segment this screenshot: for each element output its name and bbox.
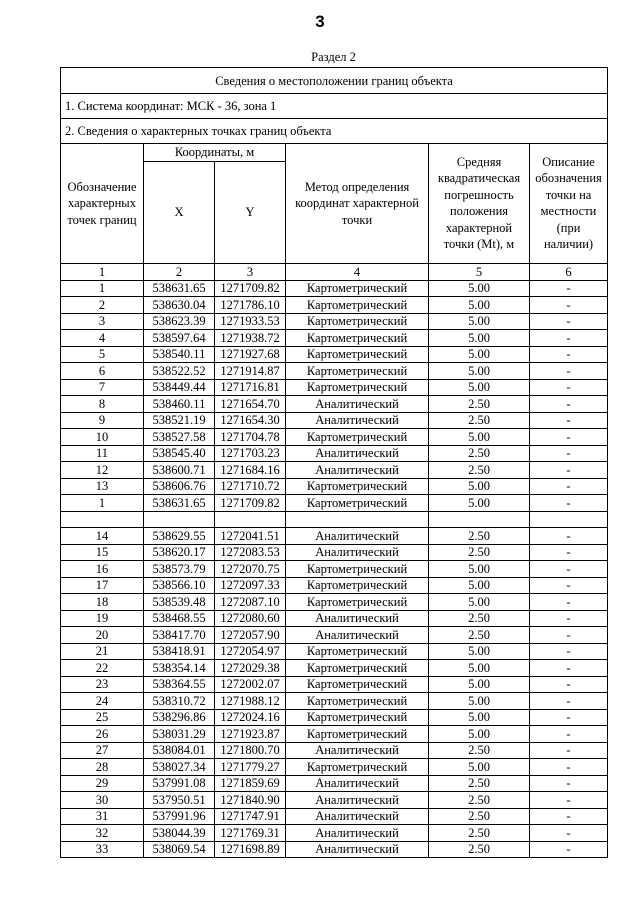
- description-cell: -: [530, 775, 608, 792]
- description-cell: -: [530, 429, 608, 446]
- point-id-cell: 1: [61, 495, 144, 512]
- description-cell: -: [530, 561, 608, 578]
- point-id-cell: 18: [61, 594, 144, 611]
- x-coordinate-cell: 538540.11: [144, 346, 215, 363]
- description-cell: -: [530, 346, 608, 363]
- error-cell: 5.00: [429, 297, 530, 314]
- table-row: [61, 313, 608, 330]
- description-cell: -: [530, 412, 608, 429]
- error-cell: 5.00: [429, 330, 530, 347]
- y-coordinate-cell: 1271654.30: [215, 412, 286, 429]
- header-row-top: [61, 144, 608, 162]
- x-coordinate-cell: 538630.04: [144, 297, 215, 314]
- y-coordinate-cell: 1271716.81: [215, 379, 286, 396]
- description-cell: -: [530, 693, 608, 710]
- error-cell: 5.00: [429, 660, 530, 677]
- table-row: [61, 775, 608, 792]
- description-cell: -: [530, 544, 608, 561]
- point-id-cell: 14: [61, 528, 144, 545]
- table-row: [61, 808, 608, 825]
- x-coordinate-cell: 538573.79: [144, 561, 215, 578]
- empty-cell: [530, 511, 608, 528]
- description-cell: -: [530, 280, 608, 297]
- error-cell: 2.50: [429, 841, 530, 858]
- y-coordinate-cell: 1271938.72: [215, 330, 286, 347]
- table-row: [61, 709, 608, 726]
- method-cell: Аналитический: [286, 528, 429, 545]
- method-cell: Аналитический: [286, 396, 429, 413]
- coordinate-system: 1. Система координат: МСК - 36, зона 1: [61, 94, 608, 119]
- table-row: [61, 825, 608, 842]
- description-cell: -: [530, 726, 608, 743]
- x-coordinate-cell: 538310.72: [144, 693, 215, 710]
- point-id-cell: 17: [61, 577, 144, 594]
- method-cell: Картометрический: [286, 759, 429, 776]
- method-cell: Картометрический: [286, 429, 429, 446]
- method-cell: Аналитический: [286, 792, 429, 809]
- point-id-cell: 9: [61, 412, 144, 429]
- description-cell: -: [530, 577, 608, 594]
- x-coordinate-cell: 538296.86: [144, 709, 215, 726]
- point-id-cell: 13: [61, 478, 144, 495]
- method-cell: Аналитический: [286, 742, 429, 759]
- x-coordinate-cell: 538031.29: [144, 726, 215, 743]
- error-cell: 5.00: [429, 313, 530, 330]
- error-cell: 5.00: [429, 594, 530, 611]
- y-coordinate-cell: 1271710.72: [215, 478, 286, 495]
- method-cell: Картометрический: [286, 693, 429, 710]
- error-cell: 5.00: [429, 693, 530, 710]
- x-coordinate-cell: 537950.51: [144, 792, 215, 809]
- x-coordinate-cell: 538449.44: [144, 379, 215, 396]
- x-coordinate-cell: 538631.65: [144, 495, 215, 512]
- table-row: [61, 495, 608, 512]
- description-cell: -: [530, 643, 608, 660]
- error-cell: 2.50: [429, 808, 530, 825]
- y-coordinate-cell: 1271914.87: [215, 363, 286, 380]
- x-coordinate-cell: 538623.39: [144, 313, 215, 330]
- empty-cell: [215, 511, 286, 528]
- error-cell: 5.00: [429, 726, 530, 743]
- header-point: Обозначение характерных точек границ: [61, 144, 144, 264]
- method-cell: Аналитический: [286, 412, 429, 429]
- description-cell: -: [530, 676, 608, 693]
- description-cell: -: [530, 445, 608, 462]
- error-cell: 5.00: [429, 643, 530, 660]
- error-cell: 2.50: [429, 792, 530, 809]
- column-number: 5: [429, 263, 530, 280]
- table-row: [61, 280, 608, 297]
- point-id-cell: 25: [61, 709, 144, 726]
- x-coordinate-cell: 538084.01: [144, 742, 215, 759]
- point-id-cell: 30: [61, 792, 144, 809]
- description-cell: -: [530, 313, 608, 330]
- error-cell: 2.50: [429, 610, 530, 627]
- boundary-points-table: [60, 67, 608, 858]
- table-row: [61, 396, 608, 413]
- point-id-cell: 21: [61, 643, 144, 660]
- table-row: [61, 544, 608, 561]
- column-number: 3: [215, 263, 286, 280]
- method-cell: Картометрический: [286, 297, 429, 314]
- y-coordinate-cell: 1272054.97: [215, 643, 286, 660]
- y-coordinate-cell: 1272002.07: [215, 676, 286, 693]
- y-coordinate-cell: 1271654.70: [215, 396, 286, 413]
- method-cell: Картометрический: [286, 561, 429, 578]
- header-description: Описание обозначения точки на местности (при наличии): [530, 144, 608, 264]
- table-row: [61, 363, 608, 380]
- error-cell: 2.50: [429, 627, 530, 644]
- page-number: 3: [315, 12, 325, 31]
- description-cell: -: [530, 297, 608, 314]
- error-cell: 5.00: [429, 561, 530, 578]
- point-id-cell: 16: [61, 561, 144, 578]
- point-id-cell: 32: [61, 825, 144, 842]
- y-coordinate-cell: 1272087.10: [215, 594, 286, 611]
- empty-cell: [429, 511, 530, 528]
- error-cell: 2.50: [429, 742, 530, 759]
- point-id-cell: 28: [61, 759, 144, 776]
- description-cell: -: [530, 594, 608, 611]
- point-id-cell: 29: [61, 775, 144, 792]
- error-cell: 2.50: [429, 775, 530, 792]
- description-cell: -: [530, 363, 608, 380]
- description-cell: -: [530, 825, 608, 842]
- y-coordinate-cell: 1271709.82: [215, 495, 286, 512]
- description-cell: -: [530, 709, 608, 726]
- table-row: [61, 429, 608, 446]
- table-row: [61, 610, 608, 627]
- table-row: [61, 759, 608, 776]
- y-coordinate-cell: 1271704.78: [215, 429, 286, 446]
- method-cell: Аналитический: [286, 544, 429, 561]
- method-cell: Картометрический: [286, 478, 429, 495]
- y-coordinate-cell: 1271769.31: [215, 825, 286, 842]
- column-number: 4: [286, 263, 429, 280]
- description-cell: -: [530, 495, 608, 512]
- point-id-cell: 19: [61, 610, 144, 627]
- section-title: Раздел 2: [311, 50, 356, 64]
- description-cell: -: [530, 841, 608, 858]
- method-cell: Картометрический: [286, 709, 429, 726]
- table-row: [61, 742, 608, 759]
- table-row: [61, 676, 608, 693]
- x-coordinate-cell: 538521.19: [144, 412, 215, 429]
- y-coordinate-cell: 1271859.69: [215, 775, 286, 792]
- error-cell: 2.50: [429, 825, 530, 842]
- x-coordinate-cell: 538069.54: [144, 841, 215, 858]
- method-cell: Аналитический: [286, 825, 429, 842]
- y-coordinate-cell: 1272070.75: [215, 561, 286, 578]
- method-cell: Картометрический: [286, 346, 429, 363]
- y-coordinate-cell: 1271698.89: [215, 841, 286, 858]
- point-id-cell: 22: [61, 660, 144, 677]
- table-row: [61, 346, 608, 363]
- table-row: [61, 841, 608, 858]
- error-cell: 5.00: [429, 759, 530, 776]
- method-cell: Аналитический: [286, 775, 429, 792]
- point-id-cell: 10: [61, 429, 144, 446]
- point-id-cell: 33: [61, 841, 144, 858]
- y-coordinate-cell: 1271684.16: [215, 462, 286, 479]
- table-row: [61, 528, 608, 545]
- description-cell: -: [530, 379, 608, 396]
- y-coordinate-cell: 1271747.91: [215, 808, 286, 825]
- y-coordinate-cell: 1271927.68: [215, 346, 286, 363]
- method-cell: Картометрический: [286, 280, 429, 297]
- y-coordinate-cell: 1272080.60: [215, 610, 286, 627]
- error-cell: 2.50: [429, 445, 530, 462]
- header-y: Y: [215, 161, 286, 263]
- method-cell: Картометрический: [286, 363, 429, 380]
- table-row: [61, 660, 608, 677]
- x-coordinate-cell: 538620.17: [144, 544, 215, 561]
- point-id-cell: 31: [61, 808, 144, 825]
- description-cell: -: [530, 627, 608, 644]
- x-coordinate-cell: 538566.10: [144, 577, 215, 594]
- x-coordinate-cell: 538468.55: [144, 610, 215, 627]
- table-title-row: [61, 68, 608, 94]
- x-coordinate-cell: 538597.64: [144, 330, 215, 347]
- error-cell: 5.00: [429, 478, 530, 495]
- description-cell: -: [530, 742, 608, 759]
- y-coordinate-cell: 1272029.38: [215, 660, 286, 677]
- points-caption-row: [61, 119, 608, 144]
- method-cell: Картометрический: [286, 577, 429, 594]
- column-numbers-row: [61, 263, 608, 280]
- error-cell: 5.00: [429, 709, 530, 726]
- description-cell: -: [530, 660, 608, 677]
- method-cell: Аналитический: [286, 445, 429, 462]
- table-row: [61, 330, 608, 347]
- point-id-cell: 2: [61, 297, 144, 314]
- description-cell: -: [530, 808, 608, 825]
- point-id-cell: 5: [61, 346, 144, 363]
- error-cell: 5.00: [429, 577, 530, 594]
- method-cell: Картометрический: [286, 330, 429, 347]
- point-id-cell: 15: [61, 544, 144, 561]
- header-x: X: [144, 161, 215, 263]
- empty-cell: [144, 511, 215, 528]
- error-cell: 5.00: [429, 495, 530, 512]
- point-id-cell: 27: [61, 742, 144, 759]
- y-coordinate-cell: 1271933.53: [215, 313, 286, 330]
- x-coordinate-cell: 538027.34: [144, 759, 215, 776]
- y-coordinate-cell: 1271923.87: [215, 726, 286, 743]
- x-coordinate-cell: 538522.52: [144, 363, 215, 380]
- point-id-cell: 11: [61, 445, 144, 462]
- table-row: [61, 445, 608, 462]
- point-id-cell: 6: [61, 363, 144, 380]
- empty-cell: [286, 511, 429, 528]
- table-row: [61, 643, 608, 660]
- y-coordinate-cell: 1271800.70: [215, 742, 286, 759]
- method-cell: Аналитический: [286, 841, 429, 858]
- method-cell: Картометрический: [286, 660, 429, 677]
- y-coordinate-cell: 1272083.53: [215, 544, 286, 561]
- x-coordinate-cell: 538044.39: [144, 825, 215, 842]
- error-cell: 2.50: [429, 396, 530, 413]
- x-coordinate-cell: 538600.71: [144, 462, 215, 479]
- description-cell: -: [530, 478, 608, 495]
- y-coordinate-cell: 1272057.90: [215, 627, 286, 644]
- description-cell: -: [530, 330, 608, 347]
- coordinate-system-row: [61, 94, 608, 119]
- x-coordinate-cell: 538418.91: [144, 643, 215, 660]
- description-cell: -: [530, 759, 608, 776]
- point-id-cell: 7: [61, 379, 144, 396]
- method-cell: Картометрический: [286, 594, 429, 611]
- error-cell: 2.50: [429, 528, 530, 545]
- description-cell: -: [530, 610, 608, 627]
- y-coordinate-cell: 1271709.82: [215, 280, 286, 297]
- y-coordinate-cell: 1271988.12: [215, 693, 286, 710]
- point-id-cell: 12: [61, 462, 144, 479]
- x-coordinate-cell: 538460.11: [144, 396, 215, 413]
- error-cell: 2.50: [429, 412, 530, 429]
- table-row: [61, 726, 608, 743]
- method-cell: Картометрический: [286, 726, 429, 743]
- error-cell: 2.50: [429, 544, 530, 561]
- method-cell: Аналитический: [286, 610, 429, 627]
- table-row: [61, 297, 608, 314]
- header-coordinates: Координаты, м: [144, 144, 286, 162]
- x-coordinate-cell: 538527.58: [144, 429, 215, 446]
- x-coordinate-cell: 537991.96: [144, 808, 215, 825]
- method-cell: Аналитический: [286, 462, 429, 479]
- table-row: [61, 594, 608, 611]
- y-coordinate-cell: 1271786.10: [215, 297, 286, 314]
- point-id-cell: 3: [61, 313, 144, 330]
- method-cell: Картометрический: [286, 495, 429, 512]
- error-cell: 5.00: [429, 346, 530, 363]
- x-coordinate-cell: 538545.40: [144, 445, 215, 462]
- error-cell: 5.00: [429, 363, 530, 380]
- description-cell: -: [530, 396, 608, 413]
- table-row: [61, 693, 608, 710]
- table-row: [61, 627, 608, 644]
- x-coordinate-cell: 538629.55: [144, 528, 215, 545]
- method-cell: Картометрический: [286, 676, 429, 693]
- table-row: [61, 577, 608, 594]
- header-method: Метод определения координат характерной точки: [286, 144, 429, 264]
- error-cell: 5.00: [429, 280, 530, 297]
- empty-cell: [61, 511, 144, 528]
- table-row: [61, 792, 608, 809]
- y-coordinate-cell: 1271779.27: [215, 759, 286, 776]
- table-title: Сведения о местоположении границ объекта: [61, 68, 608, 94]
- contour-separator-row: [61, 511, 608, 528]
- column-number: 2: [144, 263, 215, 280]
- column-number: 6: [530, 263, 608, 280]
- method-cell: Картометрический: [286, 379, 429, 396]
- description-cell: -: [530, 792, 608, 809]
- point-id-cell: 26: [61, 726, 144, 743]
- error-cell: 5.00: [429, 676, 530, 693]
- y-coordinate-cell: 1272041.51: [215, 528, 286, 545]
- point-id-cell: 4: [61, 330, 144, 347]
- column-number: 1: [61, 263, 144, 280]
- points-caption: 2. Сведения о характерных точках границ объекта: [61, 119, 608, 144]
- header-error: Средняя квадратическая погрешность положения характерной точки (Mt), м: [429, 144, 530, 264]
- error-cell: 2.50: [429, 462, 530, 479]
- table-row: [61, 561, 608, 578]
- description-cell: -: [530, 528, 608, 545]
- x-coordinate-cell: 538606.76: [144, 478, 215, 495]
- x-coordinate-cell: 538364.55: [144, 676, 215, 693]
- table-row: [61, 412, 608, 429]
- error-cell: 5.00: [429, 429, 530, 446]
- y-coordinate-cell: 1271840.90: [215, 792, 286, 809]
- method-cell: Картометрический: [286, 643, 429, 660]
- table-row: [61, 379, 608, 396]
- x-coordinate-cell: 538354.14: [144, 660, 215, 677]
- x-coordinate-cell: 537991.08: [144, 775, 215, 792]
- table-row: [61, 462, 608, 479]
- x-coordinate-cell: 538539.48: [144, 594, 215, 611]
- method-cell: Аналитический: [286, 808, 429, 825]
- description-cell: -: [530, 462, 608, 479]
- x-coordinate-cell: 538631.65: [144, 280, 215, 297]
- point-id-cell: 1: [61, 280, 144, 297]
- point-id-cell: 23: [61, 676, 144, 693]
- error-cell: 5.00: [429, 379, 530, 396]
- point-id-cell: 20: [61, 627, 144, 644]
- y-coordinate-cell: 1272097.33: [215, 577, 286, 594]
- y-coordinate-cell: 1272024.16: [215, 709, 286, 726]
- x-coordinate-cell: 538417.70: [144, 627, 215, 644]
- point-id-cell: 8: [61, 396, 144, 413]
- table-row: [61, 478, 608, 495]
- table-body: [61, 68, 608, 858]
- method-cell: Картометрический: [286, 313, 429, 330]
- y-coordinate-cell: 1271703.23: [215, 445, 286, 462]
- method-cell: Аналитический: [286, 627, 429, 644]
- point-id-cell: 24: [61, 693, 144, 710]
